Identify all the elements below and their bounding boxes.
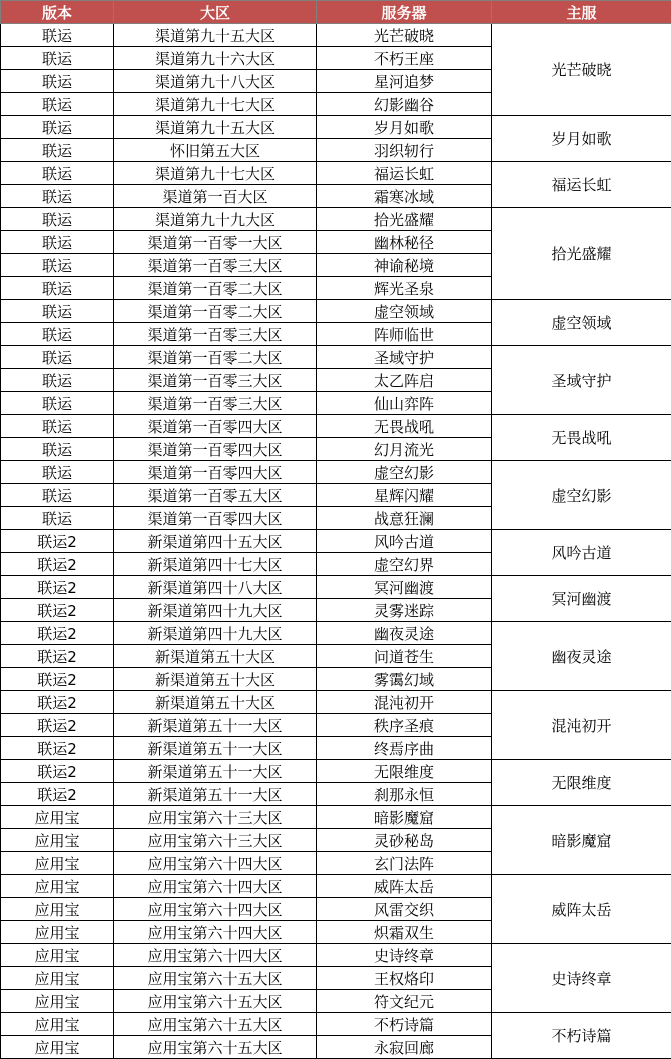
- table-row: [1, 622, 671, 645]
- cell-version: 联运2: [1, 645, 114, 668]
- cell-version: 应用宝: [1, 967, 114, 990]
- cell-server: 拾光盛耀: [317, 208, 492, 231]
- cell-version: 联运: [1, 461, 114, 484]
- table-row: [1, 208, 671, 231]
- cell-region: 渠道第九十七大区: [114, 93, 317, 116]
- cell-version: 联运: [1, 507, 114, 530]
- cell-server: 幻月流光: [317, 438, 492, 461]
- cell-server: 星河追梦: [317, 70, 492, 93]
- cell-region: 渠道第九十七大区: [114, 162, 317, 185]
- cell-version: 联运: [1, 231, 114, 254]
- cell-server: 终焉序曲: [317, 737, 492, 760]
- cell-main-server: 无畏战吼: [492, 415, 671, 461]
- cell-region: 应用宝第六十五大区: [114, 1036, 317, 1059]
- cell-region: 渠道第一百零四大区: [114, 438, 317, 461]
- cell-server: 无畏战吼: [317, 415, 492, 438]
- cell-version: 联运: [1, 277, 114, 300]
- cell-version: 联运2: [1, 622, 114, 645]
- cell-server: 不朽王座: [317, 47, 492, 70]
- cell-version: 联运: [1, 323, 114, 346]
- cell-region: 应用宝第六十三大区: [114, 829, 317, 852]
- table-body: [1, 24, 671, 1059]
- cell-version: 联运: [1, 47, 114, 70]
- cell-version: 联运: [1, 438, 114, 461]
- cell-region: 渠道第九十五大区: [114, 116, 317, 139]
- cell-main-server: 幽夜灵途: [492, 622, 671, 691]
- cell-server: 灵雾迷踪: [317, 599, 492, 622]
- cell-server: 战意狂澜: [317, 507, 492, 530]
- cell-server: 雾霭幻域: [317, 668, 492, 691]
- cell-version: 应用宝: [1, 875, 114, 898]
- cell-server: 风吟古道: [317, 530, 492, 553]
- cell-region: 渠道第一百零四大区: [114, 461, 317, 484]
- table-row: [1, 806, 671, 829]
- header-main-server: 主服: [492, 1, 671, 24]
- cell-server: 仙山弈阵: [317, 392, 492, 415]
- cell-region: 渠道第九十五大区: [114, 24, 317, 47]
- cell-version: 联运2: [1, 760, 114, 783]
- table-row: [1, 300, 671, 323]
- cell-region: 渠道第一百零一大区: [114, 231, 317, 254]
- cell-region: 新渠道第五十大区: [114, 668, 317, 691]
- cell-version: 应用宝: [1, 990, 114, 1013]
- cell-server: 福运长虹: [317, 162, 492, 185]
- cell-region: 新渠道第四十九大区: [114, 622, 317, 645]
- table-row: [1, 346, 671, 369]
- cell-version: 联运: [1, 392, 114, 415]
- cell-server: 幽夜灵途: [317, 622, 492, 645]
- cell-region: 渠道第九十九大区: [114, 208, 317, 231]
- table-row: [1, 944, 671, 967]
- cell-region: 怀旧第五大区: [114, 139, 317, 162]
- cell-version: 应用宝: [1, 1013, 114, 1036]
- header-region: 大区: [114, 1, 317, 24]
- cell-version: 联运2: [1, 737, 114, 760]
- cell-version: 应用宝: [1, 921, 114, 944]
- cell-region: 应用宝第六十四大区: [114, 921, 317, 944]
- cell-server: 圣域守护: [317, 346, 492, 369]
- cell-region: 新渠道第四十七大区: [114, 553, 317, 576]
- cell-version: 联运2: [1, 691, 114, 714]
- header-version: 版本: [1, 1, 114, 24]
- cell-server: 暗影魔窟: [317, 806, 492, 829]
- table-row: [1, 461, 671, 484]
- cell-region: 新渠道第五十一大区: [114, 737, 317, 760]
- cell-server: 光芒破晓: [317, 24, 492, 47]
- cell-region: 应用宝第六十五大区: [114, 990, 317, 1013]
- cell-server: 风雷交织: [317, 898, 492, 921]
- cell-server: 灵砂秘岛: [317, 829, 492, 852]
- cell-version: 应用宝: [1, 852, 114, 875]
- table-row: [1, 576, 671, 599]
- cell-region: 新渠道第五十一大区: [114, 783, 317, 806]
- cell-region: 渠道第一百零二大区: [114, 346, 317, 369]
- cell-version: 联运: [1, 208, 114, 231]
- cell-region: 应用宝第六十四大区: [114, 852, 317, 875]
- cell-server: 秩序圣痕: [317, 714, 492, 737]
- cell-main-server: 福运长虹: [492, 162, 671, 208]
- cell-server: 冥河幽渡: [317, 576, 492, 599]
- cell-version: 应用宝: [1, 898, 114, 921]
- cell-version: 联运: [1, 162, 114, 185]
- table-row: [1, 1013, 671, 1036]
- cell-server: 永寂回廊: [317, 1036, 492, 1059]
- cell-region: 渠道第九十八大区: [114, 70, 317, 93]
- cell-region: 新渠道第五十大区: [114, 645, 317, 668]
- cell-server: 威阵太岳: [317, 875, 492, 898]
- header-server: 服务器: [317, 1, 492, 24]
- cell-main-server: 光芒破晓: [492, 24, 671, 116]
- cell-main-server: 岁月如歌: [492, 116, 671, 162]
- cell-main-server: 史诗终章: [492, 944, 671, 1013]
- cell-server: 虚空幻影: [317, 461, 492, 484]
- table-row: [1, 162, 671, 185]
- cell-region: 新渠道第四十五大区: [114, 530, 317, 553]
- cell-version: 联运2: [1, 576, 114, 599]
- cell-region: 渠道第一百零三大区: [114, 254, 317, 277]
- cell-version: 联运: [1, 70, 114, 93]
- cell-region: 渠道第一百零二大区: [114, 277, 317, 300]
- cell-version: 联运: [1, 185, 114, 208]
- cell-main-server: 混沌初开: [492, 691, 671, 760]
- cell-main-server: 不朽诗篇: [492, 1013, 671, 1059]
- cell-region: 渠道第一百大区: [114, 185, 317, 208]
- cell-server: 玄门法阵: [317, 852, 492, 875]
- cell-main-server: 虚空领域: [492, 300, 671, 346]
- cell-region: 应用宝第六十四大区: [114, 944, 317, 967]
- table-row: [1, 875, 671, 898]
- cell-region: 渠道第一百零三大区: [114, 392, 317, 415]
- cell-main-server: 冥河幽渡: [492, 576, 671, 622]
- cell-version: 联运: [1, 300, 114, 323]
- cell-region: 应用宝第六十五大区: [114, 1013, 317, 1036]
- cell-region: 新渠道第五十大区: [114, 691, 317, 714]
- table-row: [1, 760, 671, 783]
- cell-version: 联运2: [1, 599, 114, 622]
- cell-region: 渠道第一百零五大区: [114, 484, 317, 507]
- cell-version: 应用宝: [1, 1036, 114, 1059]
- cell-main-server: 威阵太岳: [492, 875, 671, 944]
- cell-region: 应用宝第六十三大区: [114, 806, 317, 829]
- cell-version: 联运2: [1, 783, 114, 806]
- cell-server: 太乙阵启: [317, 369, 492, 392]
- cell-server: 问道苍生: [317, 645, 492, 668]
- cell-version: 联运2: [1, 553, 114, 576]
- cell-version: 应用宝: [1, 829, 114, 852]
- cell-server: 羽织轫行: [317, 139, 492, 162]
- cell-version: 联运: [1, 369, 114, 392]
- cell-version: 联运: [1, 139, 114, 162]
- cell-main-server: 圣域守护: [492, 346, 671, 415]
- cell-region: 渠道第一百零三大区: [114, 369, 317, 392]
- cell-main-server: 无限维度: [492, 760, 671, 806]
- cell-server: 混沌初开: [317, 691, 492, 714]
- cell-region: 渠道第九十六大区: [114, 47, 317, 70]
- cell-server: 虚空幻界: [317, 553, 492, 576]
- cell-server: 王权烙印: [317, 967, 492, 990]
- cell-server: 刹那永恒: [317, 783, 492, 806]
- cell-version: 应用宝: [1, 806, 114, 829]
- cell-region: 应用宝第六十四大区: [114, 875, 317, 898]
- table-row: [1, 530, 671, 553]
- cell-version: 联运: [1, 93, 114, 116]
- cell-version: 联运: [1, 415, 114, 438]
- cell-server: 无限维度: [317, 760, 492, 783]
- cell-server: 幻影幽谷: [317, 93, 492, 116]
- cell-version: 应用宝: [1, 944, 114, 967]
- table-row: [1, 415, 671, 438]
- cell-region: 新渠道第四十八大区: [114, 576, 317, 599]
- cell-region: 新渠道第五十一大区: [114, 760, 317, 783]
- cell-server: 虚空领域: [317, 300, 492, 323]
- cell-main-server: 虚空幻影: [492, 461, 671, 530]
- cell-version: 联运2: [1, 668, 114, 691]
- table-row: [1, 691, 671, 714]
- table-row: [1, 116, 671, 139]
- cell-region: 渠道第一百零二大区: [114, 300, 317, 323]
- cell-region: 渠道第一百零三大区: [114, 323, 317, 346]
- cell-main-server: 风吟古道: [492, 530, 671, 576]
- cell-region: 应用宝第六十四大区: [114, 898, 317, 921]
- cell-version: 联运: [1, 484, 114, 507]
- cell-region: 渠道第一百零四大区: [114, 415, 317, 438]
- header-row: [1, 1, 671, 24]
- cell-server: 神谕秘境: [317, 254, 492, 277]
- cell-version: 联运2: [1, 714, 114, 737]
- cell-server: 史诗终章: [317, 944, 492, 967]
- cell-version: 联运: [1, 254, 114, 277]
- cell-version: 联运2: [1, 530, 114, 553]
- table-row: [1, 24, 671, 47]
- cell-server: 不朽诗篇: [317, 1013, 492, 1036]
- cell-server: 幽林秘径: [317, 231, 492, 254]
- cell-region: 渠道第一百零四大区: [114, 507, 317, 530]
- cell-region: 应用宝第六十五大区: [114, 967, 317, 990]
- cell-region: 新渠道第五十一大区: [114, 714, 317, 737]
- cell-server: 阵师临世: [317, 323, 492, 346]
- cell-server: 符文纪元: [317, 990, 492, 1013]
- cell-server: 霜寒冰域: [317, 185, 492, 208]
- cell-main-server: 拾光盛耀: [492, 208, 671, 300]
- cell-version: 联运: [1, 24, 114, 47]
- table-header: [1, 1, 671, 24]
- cell-region: 新渠道第四十九大区: [114, 599, 317, 622]
- cell-version: 联运: [1, 116, 114, 139]
- cell-server: 辉光圣泉: [317, 277, 492, 300]
- cell-server: 岁月如歌: [317, 116, 492, 139]
- cell-version: 联运: [1, 346, 114, 369]
- cell-main-server: 暗影魔窟: [492, 806, 671, 875]
- cell-server: 星辉闪耀: [317, 484, 492, 507]
- cell-server: 炽霜双生: [317, 921, 492, 944]
